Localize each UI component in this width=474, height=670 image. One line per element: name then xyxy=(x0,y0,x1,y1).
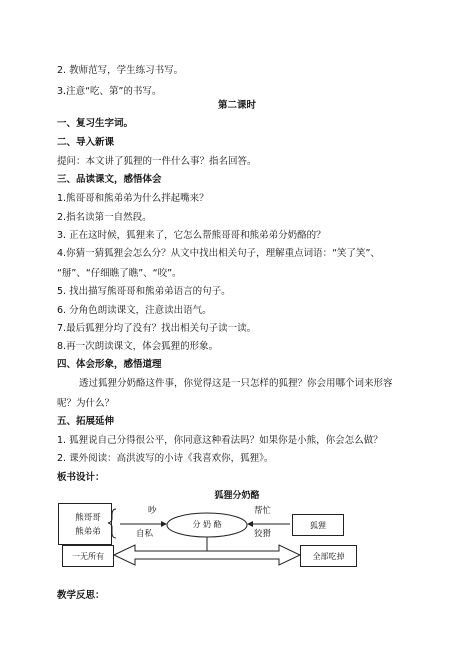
bear-small-label: 熊弟弟 xyxy=(75,526,101,537)
lesson-title: 第二课时 xyxy=(217,100,256,111)
section-heading: 三、品读课文，感悟体会 xyxy=(57,174,162,185)
board-design-label: 板书设计： xyxy=(57,472,105,483)
text-line: 7.最后狐狸分均了没有？找出相关句子读一读。 xyxy=(57,323,257,334)
section-heading: 二、导入新课 xyxy=(57,137,115,148)
bear-big-label: 熊哥哥 xyxy=(75,512,101,523)
nothing-box xyxy=(62,545,114,567)
text-line: 透过狐狸分奶酪这件事，你觉得这是一只怎样的狐狸？你会用哪个词来形容 xyxy=(79,378,393,389)
fox-label: 狐狸 xyxy=(310,520,326,530)
center-label: 分 奶 酪 xyxy=(192,520,222,529)
eaten-box xyxy=(300,545,357,567)
text-line: 2.指名读第一自然段。 xyxy=(57,212,152,223)
text-line: 4.你猜一猜狐狸会怎么分？从文中找出相关句子，理解重点词语：“笑了笑”、 xyxy=(57,248,380,259)
text-line: 提问：本文讲了狐狸的一件什么事？指名回答。 xyxy=(57,156,257,167)
reflection-label: 教学反思： xyxy=(57,590,105,601)
text-line: 3.注意“吃、第”的书写。 xyxy=(57,86,162,97)
text-line: 5. 找出描写熊哥哥和熊弟弟语言的句子。 xyxy=(57,286,231,297)
section-heading: 五、拓展延伸 xyxy=(57,416,115,427)
text-line: 8.再一次朗读课文，体会狐狸的形象。 xyxy=(57,341,219,352)
text-line: 2. 课外阅读：高洪波写的小诗《我喜欢你，狐狸》。 xyxy=(57,453,274,464)
text-line: 6. 分角色朗读课文，注意读出语气。 xyxy=(57,305,212,316)
selfish-label: 自私 xyxy=(136,529,154,539)
text-line: “掰”、“仔细瞧了瞧”、“咬”。 xyxy=(57,268,182,279)
text-line: 1. 狐狸说自己分得很公平，你同意这种看法吗？如果你是小熊，你会怎么做？ xyxy=(57,435,383,446)
help-label: 帮忙 xyxy=(254,506,272,516)
trick-label: 狡猾 xyxy=(254,529,272,539)
text-line: 呢？为什么？ xyxy=(57,398,115,409)
bears-box xyxy=(58,503,112,545)
section-heading: 四、体会形象，感悟道理 xyxy=(57,359,162,370)
eaten-label: 全部吃掉 xyxy=(312,551,345,561)
fox-box xyxy=(292,514,344,536)
arrow-head xyxy=(247,521,253,527)
nothing-label: 一无所有 xyxy=(72,551,104,561)
section-heading: 一、复习生字词。 xyxy=(57,118,134,129)
text-line: 2. 教师范写，学生练习书写。 xyxy=(57,65,184,76)
text-line: 1.熊哥哥和熊弟弟为什么拌起嘴来？ xyxy=(57,193,209,204)
quarrel-label: 吵 xyxy=(148,506,157,516)
board-title: 狐狸分奶酪 xyxy=(214,491,260,501)
text-line: 3. 正在这时候，狐狸来了，它怎么帮熊哥哥和熊弟弟分奶酪的？ xyxy=(57,230,326,241)
